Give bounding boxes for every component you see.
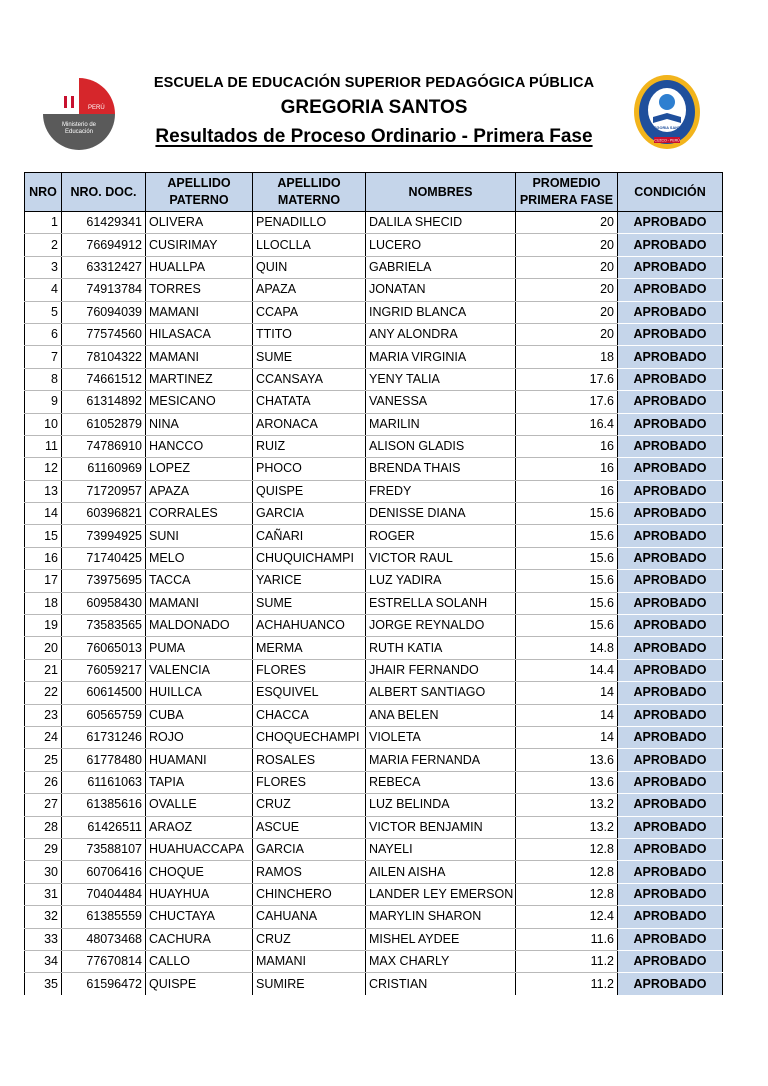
col-header-nro-doc: NRO. DOC.: [62, 173, 146, 212]
cell-apellido-materno: ARONACA: [253, 413, 366, 435]
cell-nro: 17: [25, 570, 62, 592]
table-row: [25, 480, 723, 502]
cell-apellido-paterno: CUBA: [146, 704, 253, 726]
cell-apellido-paterno: MESICANO: [146, 391, 253, 413]
cell-nro: 19: [25, 615, 62, 637]
cell-nombres: INGRID BLANCA: [366, 301, 516, 323]
cell-nro-doc: 73588107: [62, 838, 146, 860]
cell-promedio: 13.6: [516, 771, 618, 793]
cell-promedio: 20: [516, 323, 618, 345]
cell-nro: 6: [25, 323, 62, 345]
cell-nombres: VICTOR RAUL: [366, 547, 516, 569]
cell-nro: 15: [25, 525, 62, 547]
cell-promedio: 16: [516, 458, 618, 480]
table-row: [25, 234, 723, 256]
seal-place: CUZCO - PERÚ: [654, 138, 680, 143]
cell-apellido-materno: CCAPA: [253, 301, 366, 323]
cell-condicion: APROBADO: [618, 212, 723, 234]
table-row: [25, 749, 723, 771]
table-row: [25, 861, 723, 883]
cell-condicion: APROBADO: [618, 570, 723, 592]
cell-promedio: 12.8: [516, 861, 618, 883]
cell-apellido-materno: ROSALES: [253, 749, 366, 771]
page-title-text: Resultados de Proceso Ordinario - Primera Fase: [155, 126, 593, 147]
cell-apellido-paterno: HUAMANI: [146, 749, 253, 771]
cell-nro: 14: [25, 503, 62, 525]
cell-nro-doc: 63312427: [62, 256, 146, 278]
cell-promedio: 18: [516, 346, 618, 368]
cell-nro-doc: 60565759: [62, 704, 146, 726]
cell-nro: 22: [25, 682, 62, 704]
cell-nombres: JHAIR FERNANDO: [366, 659, 516, 681]
cell-condicion: APROBADO: [618, 637, 723, 659]
cell-nro-doc: 61160969: [62, 458, 146, 480]
cell-nombres: CRISTIAN: [366, 973, 516, 995]
cell-nombres: ALBERT SANTIAGO: [366, 682, 516, 704]
cell-apellido-paterno: CUSIRIMAY: [146, 234, 253, 256]
cell-promedio: 15.6: [516, 615, 618, 637]
cell-promedio: 15.6: [516, 570, 618, 592]
cell-apellido-materno: CRUZ: [253, 928, 366, 950]
cell-nro-doc: 76065013: [62, 637, 146, 659]
cell-apellido-materno: SUME: [253, 592, 366, 614]
cell-condicion: APROBADO: [618, 480, 723, 502]
cell-promedio: 13.6: [516, 749, 618, 771]
cell-condicion: APROBADO: [618, 547, 723, 569]
table-row: [25, 547, 723, 569]
cell-apellido-materno: SUME: [253, 346, 366, 368]
cell-nro-doc: 61161063: [62, 771, 146, 793]
cell-nombres: MARYLIN SHARON: [366, 906, 516, 928]
cell-condicion: APROBADO: [618, 682, 723, 704]
cell-nro: 9: [25, 391, 62, 413]
table-header-row: [25, 173, 723, 212]
cell-nro-doc: 61596472: [62, 973, 146, 995]
cell-nro-doc: 71740425: [62, 547, 146, 569]
logo-line1: Ministerio de: [61, 122, 97, 128]
cell-nro-doc: 71720957: [62, 480, 146, 502]
table-row: [25, 368, 723, 390]
cell-promedio: 15.6: [516, 547, 618, 569]
cell-nro-doc: 60958430: [62, 592, 146, 614]
cell-nro: 27: [25, 794, 62, 816]
cell-promedio: 15.6: [516, 503, 618, 525]
cell-apellido-paterno: CHUCTAYA: [146, 906, 253, 928]
table-row: [25, 838, 723, 860]
table-row: [25, 637, 723, 659]
cell-promedio: 20: [516, 279, 618, 301]
cell-nro-doc: 61385559: [62, 906, 146, 928]
table-row: [25, 346, 723, 368]
cell-promedio: 16: [516, 480, 618, 502]
cell-nro: 1: [25, 212, 62, 234]
cell-nro: 24: [25, 726, 62, 748]
cell-condicion: APROBADO: [618, 883, 723, 905]
cell-nro: 28: [25, 816, 62, 838]
table-row: [25, 906, 723, 928]
logo-country: PERÚ: [88, 105, 105, 111]
cell-nro-doc: 73583565: [62, 615, 146, 637]
cell-apellido-materno: GARCIA: [253, 503, 366, 525]
cell-apellido-paterno: HUILLCA: [146, 682, 253, 704]
cell-condicion: APROBADO: [618, 704, 723, 726]
table-row: [25, 279, 723, 301]
cell-apellido-materno: ACHAHUANCO: [253, 615, 366, 637]
cell-nro: 29: [25, 838, 62, 860]
cell-apellido-materno: RUIZ: [253, 435, 366, 457]
cell-nombres: JONATAN: [366, 279, 516, 301]
cell-apellido-materno: RAMOS: [253, 861, 366, 883]
cell-nro-doc: 76059217: [62, 659, 146, 681]
cell-apellido-paterno: APAZA: [146, 480, 253, 502]
cell-nombres: VIOLETA: [366, 726, 516, 748]
cell-nro-doc: 77670814: [62, 950, 146, 972]
table-row: [25, 973, 723, 995]
cell-apellido-paterno: TAPIA: [146, 771, 253, 793]
cell-nombres: LUCERO: [366, 234, 516, 256]
cell-nro-doc: 60396821: [62, 503, 146, 525]
cell-condicion: APROBADO: [618, 458, 723, 480]
col-header-nro: NRO: [25, 173, 62, 212]
cell-promedio: 11.6: [516, 928, 618, 950]
cell-apellido-materno: QUISPE: [253, 480, 366, 502]
table-row: [25, 458, 723, 480]
cell-promedio: 14.8: [516, 637, 618, 659]
table-row: [25, 503, 723, 525]
cell-apellido-materno: QUIN: [253, 256, 366, 278]
cell-nro: 8: [25, 368, 62, 390]
table-row: [25, 794, 723, 816]
cell-nro: 11: [25, 435, 62, 457]
cell-apellido-materno: PHOCO: [253, 458, 366, 480]
cell-nombres: LUZ BELINDA: [366, 794, 516, 816]
cell-condicion: APROBADO: [618, 928, 723, 950]
cell-apellido-paterno: HUALLPA: [146, 256, 253, 278]
cell-apellido-materno: SUMIRE: [253, 973, 366, 995]
cell-apellido-materno: YARICE: [253, 570, 366, 592]
cell-nro-doc: 77574560: [62, 323, 146, 345]
cell-nombres: DENISSE DIANA: [366, 503, 516, 525]
cell-apellido-paterno: OVALLE: [146, 794, 253, 816]
cell-nro-doc: 61314892: [62, 391, 146, 413]
cell-apellido-materno: FLORES: [253, 771, 366, 793]
table-row: [25, 950, 723, 972]
cell-apellido-paterno: MELO: [146, 547, 253, 569]
table-row: [25, 816, 723, 838]
cell-nro: 26: [25, 771, 62, 793]
cell-promedio: 15.6: [516, 592, 618, 614]
table-row: [25, 592, 723, 614]
cell-nro-doc: 61429341: [62, 212, 146, 234]
cell-apellido-paterno: TACCA: [146, 570, 253, 592]
table-row: [25, 682, 723, 704]
cell-nro: 30: [25, 861, 62, 883]
cell-condicion: APROBADO: [618, 838, 723, 860]
cell-apellido-materno: MERMA: [253, 637, 366, 659]
cell-apellido-paterno: CORRALES: [146, 503, 253, 525]
table-row: [25, 212, 723, 234]
table-row: [25, 928, 723, 950]
table-row: [25, 413, 723, 435]
cell-apellido-paterno: VALENCIA: [146, 659, 253, 681]
cell-apellido-paterno: CALLO: [146, 950, 253, 972]
table-row: [25, 883, 723, 905]
cell-nro: 31: [25, 883, 62, 905]
cell-nro-doc: 76094039: [62, 301, 146, 323]
cell-nombres: BRENDA THAIS: [366, 458, 516, 480]
cell-nombres: YENY TALIA: [366, 368, 516, 390]
cell-condicion: APROBADO: [618, 749, 723, 771]
table-row: [25, 256, 723, 278]
cell-promedio: 16: [516, 435, 618, 457]
cell-promedio: 14.4: [516, 659, 618, 681]
cell-nombres: ANY ALONDRA: [366, 323, 516, 345]
cell-condicion: APROBADO: [618, 861, 723, 883]
cell-condicion: APROBADO: [618, 726, 723, 748]
cell-apellido-paterno: MAMANI: [146, 346, 253, 368]
cell-apellido-paterno: HILASACA: [146, 323, 253, 345]
cell-promedio: 20: [516, 234, 618, 256]
cell-nombres: ALISON GLADIS: [366, 435, 516, 457]
cell-apellido-paterno: SUNI: [146, 525, 253, 547]
cell-apellido-paterno: CHOQUE: [146, 861, 253, 883]
cell-condicion: APROBADO: [618, 301, 723, 323]
cell-condicion: APROBADO: [618, 525, 723, 547]
cell-apellido-paterno: ARAOZ: [146, 816, 253, 838]
cell-apellido-paterno: TORRES: [146, 279, 253, 301]
cell-nombres: REBECA: [366, 771, 516, 793]
cell-apellido-materno: CAHUANA: [253, 906, 366, 928]
cell-nro: 34: [25, 950, 62, 972]
cell-apellido-paterno: NINA: [146, 413, 253, 435]
cell-promedio: 13.2: [516, 816, 618, 838]
cell-condicion: APROBADO: [618, 368, 723, 390]
cell-nro-doc: 76694912: [62, 234, 146, 256]
cell-nro-doc: 73975695: [62, 570, 146, 592]
table-row: [25, 771, 723, 793]
table-row: [25, 659, 723, 681]
cell-apellido-paterno: HUAYHUA: [146, 883, 253, 905]
cell-apellido-materno: LLOCLLA: [253, 234, 366, 256]
cell-condicion: APROBADO: [618, 794, 723, 816]
cell-condicion: APROBADO: [618, 771, 723, 793]
cell-nombres: MARILIN: [366, 413, 516, 435]
cell-apellido-paterno: PUMA: [146, 637, 253, 659]
cell-promedio: 12.8: [516, 838, 618, 860]
cell-nro-doc: 78104322: [62, 346, 146, 368]
cell-nro-doc: 61778480: [62, 749, 146, 771]
cell-condicion: APROBADO: [618, 256, 723, 278]
cell-apellido-paterno: HANCCO: [146, 435, 253, 457]
cell-nro-doc: 74661512: [62, 368, 146, 390]
cell-apellido-materno: GARCIA: [253, 838, 366, 860]
cell-nombres: LUZ YADIRA: [366, 570, 516, 592]
cell-nombres: ROGER: [366, 525, 516, 547]
cell-apellido-materno: TTITO: [253, 323, 366, 345]
cell-apellido-materno: CRUZ: [253, 794, 366, 816]
table-row: [25, 301, 723, 323]
cell-promedio: 17.6: [516, 368, 618, 390]
cell-nombres: LANDER LEY EMERSON: [366, 883, 516, 905]
table-row: [25, 704, 723, 726]
results-table: [24, 172, 723, 995]
cell-condicion: APROBADO: [618, 973, 723, 995]
cell-nro: 3: [25, 256, 62, 278]
cell-nombres: VICTOR BENJAMIN: [366, 816, 516, 838]
cell-nro-doc: 61052879: [62, 413, 146, 435]
cell-promedio: 13.2: [516, 794, 618, 816]
cell-nro: 23: [25, 704, 62, 726]
institution-name: ESCUELA DE EDUCACIÓN SUPERIOR PEDAGÓGICA PÚBLICA: [153, 75, 595, 91]
cell-nro: 20: [25, 637, 62, 659]
cell-apellido-materno: ESQUIVEL: [253, 682, 366, 704]
cell-promedio: 20: [516, 212, 618, 234]
cell-condicion: APROBADO: [618, 279, 723, 301]
cell-condicion: APROBADO: [618, 234, 723, 256]
cell-nombres: RUTH KATIA: [366, 637, 516, 659]
cell-nro: 2: [25, 234, 62, 256]
cell-nombres: MARIA VIRGINIA: [366, 346, 516, 368]
cell-nombres: DALILA SHECID: [366, 212, 516, 234]
cell-nombres: ANA BELEN: [366, 704, 516, 726]
seal-name: GREGORIA SANTOS: [648, 126, 686, 130]
cell-nro: 13: [25, 480, 62, 502]
cell-nro: 5: [25, 301, 62, 323]
cell-nro-doc: 74786910: [62, 435, 146, 457]
cell-condicion: APROBADO: [618, 323, 723, 345]
cell-nombres: NAYELI: [366, 838, 516, 860]
cell-apellido-paterno: MAMANI: [146, 301, 253, 323]
cell-nro-doc: 73994925: [62, 525, 146, 547]
cell-apellido-materno: APAZA: [253, 279, 366, 301]
table-row: [25, 615, 723, 637]
cell-apellido-materno: FLORES: [253, 659, 366, 681]
cell-promedio: 17.6: [516, 391, 618, 413]
cell-nro-doc: 70404484: [62, 883, 146, 905]
cell-apellido-materno: MAMANI: [253, 950, 366, 972]
cell-nro-doc: 60706416: [62, 861, 146, 883]
cell-apellido-paterno: MARTINEZ: [146, 368, 253, 390]
cell-condicion: APROBADO: [618, 346, 723, 368]
col-header-promedio: PROMEDIO PRIMERA FASE: [516, 173, 618, 212]
col-header-condicion: CONDICIÓN: [618, 173, 723, 212]
cell-nro: 16: [25, 547, 62, 569]
cell-apellido-materno: ASCUE: [253, 816, 366, 838]
cell-nro: 4: [25, 279, 62, 301]
cell-promedio: 14: [516, 704, 618, 726]
cell-condicion: APROBADO: [618, 950, 723, 972]
cell-nombres: GABRIELA: [366, 256, 516, 278]
cell-promedio: 20: [516, 301, 618, 323]
cell-apellido-paterno: ROJO: [146, 726, 253, 748]
cell-condicion: APROBADO: [618, 413, 723, 435]
cell-apellido-materno: CHOQUECHAMPI: [253, 726, 366, 748]
cell-nro-doc: 61426511: [62, 816, 146, 838]
cell-promedio: 16.4: [516, 413, 618, 435]
cell-promedio: 12.8: [516, 883, 618, 905]
cell-nombres: MAX CHARLY: [366, 950, 516, 972]
cell-condicion: APROBADO: [618, 435, 723, 457]
cell-promedio: 11.2: [516, 950, 618, 972]
cell-nro: 35: [25, 973, 62, 995]
cell-promedio: 14: [516, 682, 618, 704]
page-title: [100, 126, 648, 148]
table-row: [25, 435, 723, 457]
cell-apellido-materno: CHUQUICHAMPI: [253, 547, 366, 569]
cell-nro: 10: [25, 413, 62, 435]
table-row: [25, 570, 723, 592]
cell-nro-doc: 61385616: [62, 794, 146, 816]
cell-apellido-paterno: HUAHUACCAPA: [146, 838, 253, 860]
cell-promedio: 12.4: [516, 906, 618, 928]
cell-nro: 12: [25, 458, 62, 480]
cell-condicion: APROBADO: [618, 659, 723, 681]
col-header-nombres: NOMBRES: [366, 173, 516, 212]
cell-apellido-paterno: OLIVERA: [146, 212, 253, 234]
cell-nro: 33: [25, 928, 62, 950]
cell-nro-doc: 48073468: [62, 928, 146, 950]
cell-promedio: 14: [516, 726, 618, 748]
school-name: GREGORIA SANTOS: [280, 97, 468, 118]
cell-condicion: APROBADO: [618, 592, 723, 614]
cell-nombres: JORGE REYNALDO: [366, 615, 516, 637]
cell-apellido-materno: CAÑARI: [253, 525, 366, 547]
cell-nro: 21: [25, 659, 62, 681]
cell-nro-doc: 61731246: [62, 726, 146, 748]
cell-nombres: AILEN AISHA: [366, 861, 516, 883]
table-row: [25, 726, 723, 748]
cell-apellido-paterno: LOPEZ: [146, 458, 253, 480]
cell-nombres: VANESSA: [366, 391, 516, 413]
cell-nro: 25: [25, 749, 62, 771]
table-row: [25, 323, 723, 345]
table-row: [25, 391, 723, 413]
cell-nro: 32: [25, 906, 62, 928]
col-header-apellido-materno: APELLIDO MATERNO: [253, 173, 366, 212]
table-row: [25, 525, 723, 547]
cell-apellido-materno: CHACCA: [253, 704, 366, 726]
cell-nro: 7: [25, 346, 62, 368]
cell-nombres: MARIA FERNANDA: [366, 749, 516, 771]
cell-apellido-materno: CHATATA: [253, 391, 366, 413]
cell-apellido-paterno: MAMANI: [146, 592, 253, 614]
cell-apellido-paterno: CACHURA: [146, 928, 253, 950]
cell-nro-doc: 74913784: [62, 279, 146, 301]
cell-nro: 18: [25, 592, 62, 614]
logo-line2: Educación: [64, 129, 94, 135]
cell-nombres: FREDY: [366, 480, 516, 502]
cell-promedio: 11.2: [516, 973, 618, 995]
cell-condicion: APROBADO: [618, 816, 723, 838]
cell-apellido-materno: PENADILLO: [253, 212, 366, 234]
cell-nombres: ESTRELLA SOLANH: [366, 592, 516, 614]
col-header-apellido-paterno: APELLIDO PATERNO: [146, 173, 253, 212]
cell-condicion: APROBADO: [618, 906, 723, 928]
cell-apellido-materno: CHINCHERO: [253, 883, 366, 905]
cell-apellido-paterno: MALDONADO: [146, 615, 253, 637]
cell-apellido-materno: CCANSAYA: [253, 368, 366, 390]
cell-condicion: APROBADO: [618, 391, 723, 413]
cell-nro-doc: 60614500: [62, 682, 146, 704]
cell-nombres: MISHEL AYDEE: [366, 928, 516, 950]
cell-condicion: APROBADO: [618, 615, 723, 637]
cell-condicion: APROBADO: [618, 503, 723, 525]
cell-apellido-paterno: QUISPE: [146, 973, 253, 995]
cell-promedio: 20: [516, 256, 618, 278]
cell-promedio: 15.6: [516, 525, 618, 547]
